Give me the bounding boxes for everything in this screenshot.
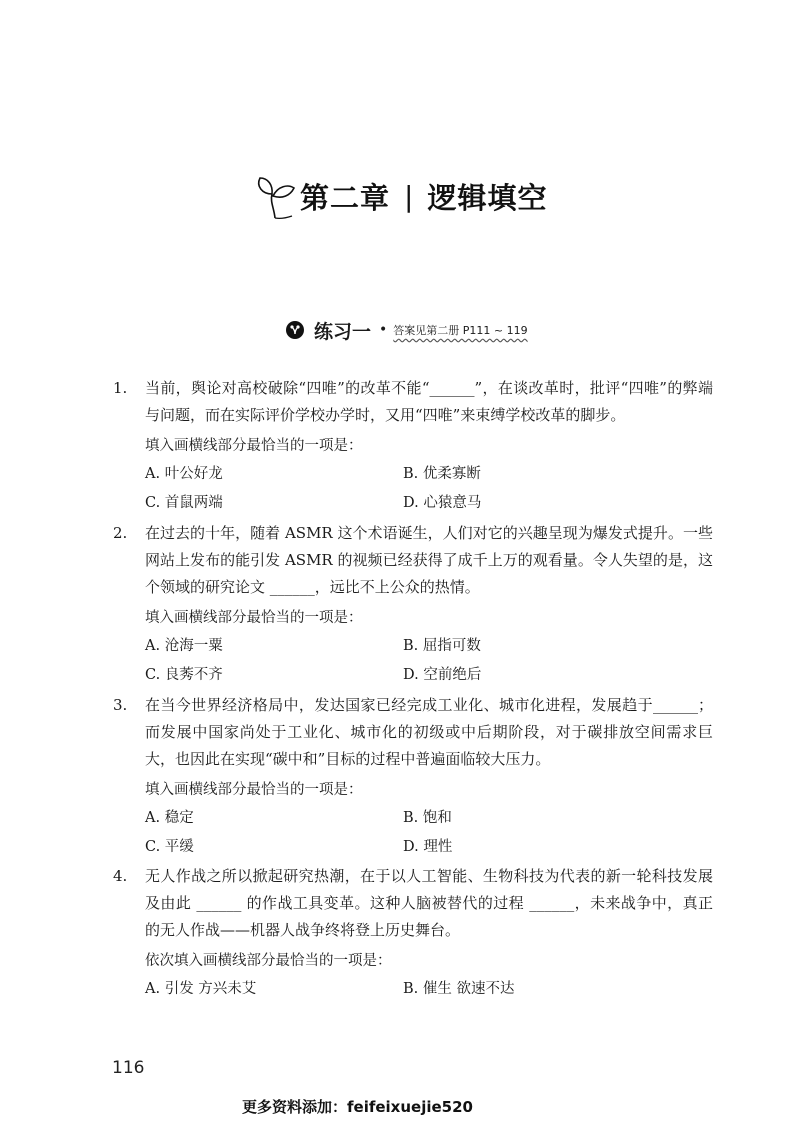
leaf-badge-icon xyxy=(286,321,304,339)
option-b: B. 催生 欲速不达 xyxy=(403,981,515,997)
question-stem: 无人作战之所以掀起研究热潮，在于以人工智能、生物科技为代表的新一轮科技发展及由此 ______ 的作战工具变革。这种人脑被替代的过程 ______，未来战争中，真正的无人作战——机器人战争终将登上历史舞台。 xyxy=(145,867,713,939)
option-a: A. 叶公好龙 xyxy=(145,466,223,482)
page-number: 116 xyxy=(112,1058,145,1078)
question-instruction: 填入画横线部分最恰当的一项是： xyxy=(145,610,363,626)
option-c: C. 良莠不齐 xyxy=(145,667,223,683)
question-stem: 当前，舆论对高校破除“四唯”的改革不能“______”，在谈改革时，批评“四唯”的弊端与问题，而在实际评价学校办学时，又用“四唯”来束缚学校改革的脚步。 xyxy=(145,379,713,424)
exercise-header xyxy=(286,316,528,344)
option-a: A. 沧海一粟 xyxy=(145,638,223,654)
question-number: 4. xyxy=(113,867,128,885)
sprout-icon xyxy=(252,172,298,220)
question-instruction: 依次填入画横线部分最恰当的一项是： xyxy=(145,953,392,969)
question-stem: 在当今世界经济格局中，发达国家已经完成工业化、城市化进程，发展趋于______；而发展中国家尚处于工业化、城市化的初级或中后期阶段，对于碳排放空间需求巨大，也因此在实现“碳中和”目标的过程中普遍面临较大压力。 xyxy=(145,696,713,768)
question-list xyxy=(113,375,713,1004)
option-grid xyxy=(145,632,713,690)
chapter-separator: | xyxy=(404,179,414,213)
question-number: 1. xyxy=(113,379,128,397)
question-3 xyxy=(113,692,713,862)
option-a: A. 稳定 xyxy=(145,810,194,826)
question-4 xyxy=(113,863,713,1004)
question-number: 2. xyxy=(113,524,128,542)
exercise-bullet: • xyxy=(379,322,388,338)
option-b: B. 优柔寡断 xyxy=(403,466,481,482)
option-grid xyxy=(145,460,713,518)
question-2 xyxy=(113,520,713,690)
option-c: C. 首鼠两端 xyxy=(145,495,223,511)
footer-note: 更多资料添加：feifeixuejie520 xyxy=(242,1098,473,1116)
option-a: A. 引发 方兴未艾 xyxy=(145,981,257,997)
chapter-name: 逻辑填空 xyxy=(427,180,548,215)
question-instruction: 填入画横线部分最恰当的一项是： xyxy=(145,438,363,454)
option-d: D. 空前绝后 xyxy=(403,667,482,683)
option-grid xyxy=(145,804,713,862)
question-number: 3. xyxy=(113,696,128,714)
option-d: D. 理性 xyxy=(403,839,453,855)
answer-reference: 答案见第二册 P111 ~ 119 xyxy=(393,324,528,337)
option-c: C. 平缓 xyxy=(145,839,194,855)
question-instruction: 填入画横线部分最恰当的一项是： xyxy=(145,782,363,798)
chapter-title xyxy=(252,168,547,224)
chapter-label: 第二章 xyxy=(300,180,391,215)
option-grid xyxy=(145,975,713,1004)
option-d: D. 心猿意马 xyxy=(403,495,482,511)
option-b: B. 饱和 xyxy=(403,810,452,826)
option-b: B. 屈指可数 xyxy=(403,638,481,654)
exercise-title: 练习一 xyxy=(314,320,372,343)
question-stem: 在过去的十年，随着 ASMR 这个术语诞生，人们对它的兴趣呈现为爆发式提升。一些网站上发布的能引发 ASMR 的视频已经获得了成千上万的观看量。令人失望的是，这个领域的研究论文 ______，远比不上公众的热情。 xyxy=(145,524,713,596)
question-1 xyxy=(113,375,713,518)
